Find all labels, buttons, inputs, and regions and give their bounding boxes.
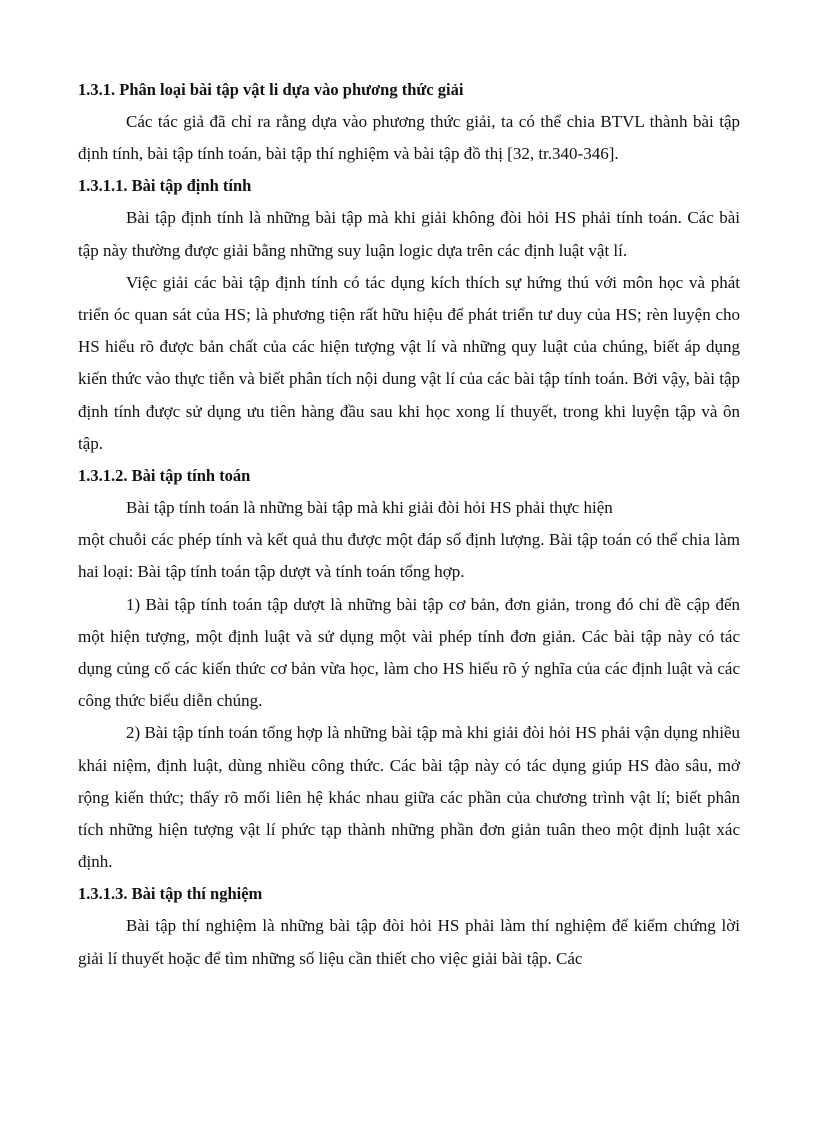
intro-paragraph: Các tác giả đã chỉ ra rằng dựa vào phương thức giải, ta có thể chia BTVL thành bài tập định tính, bài tập tính toán, bài tập thí nghiệm và bài tập đồ thị [32, tr.340-346]. — [78, 112, 740, 164]
qualitative-paragraph-1: Bài tập định tính là những bài tập mà khi giải không đòi hỏi HS phải tính toán. Các bài tập này thường được giải bằng những suy luận logic dựa trên các định luật vật lí. — [78, 208, 740, 260]
document-page — [78, 74, 740, 975]
calculation-item-2: 2) Bài tập tính toán tổng hợp là những bài tập mà khi giải đòi hỏi HS phải vận dụng nhiều khái niệm, định luật, dùng nhiều công thức. Các bài tập này có tác dụng giúp HS đào sâu, mở rộng kiến thức; thấy rõ mối liên hệ khác nhau giữa các phần của chương trình vật lí; biết phân tích những hiện tượng vật lí phức tạp thành những phần đơn giản tuân theo một định luật xác định. — [78, 723, 740, 872]
section-heading-1-3-1-3: 1.3.1.3. Bài tập thí nghiệm — [78, 884, 263, 904]
section-heading-1-3-1-2: 1.3.1.2. Bài tập tính toán — [78, 466, 251, 486]
calculation-item-1: 1) Bài tập tính toán tập dượt là những bài tập cơ bản, đơn giản, trong đó chỉ đề cập đến một hiện tượng, một định luật và sử dụng một vài phép tính đơn giản. Các bài tập này có tác dụng củng cố các kiến thức cơ bản vừa học, làm cho HS hiểu rõ ý nghĩa của các định luật và các công thức biểu diễn chúng. — [78, 594, 740, 711]
calculation-paragraph-rest: một chuỗi các phép tính và kết quả thu được một đáp số định lượng. Bài tập toán có thể chia làm hai loại: Bài tập tính toán tập dượt và tính toán tổng hợp. — [78, 530, 740, 582]
section-heading-1-3-1: 1.3.1. Phân loại bài tập vật li dựa vào phương thức giải — [78, 80, 464, 99]
qualitative-paragraph-2: Việc giải các bài tập định tính có tác dụng kích thích sự hứng thú với môn học và phát triển óc quan sát của HS; là phương tiện rất hữu hiệu để phát triển tư duy của HS; rèn luyện cho HS hiểu rõ được bản chất của các hiện tượng vật lí và những quy luật của chúng, biết áp dụng kiến thức vào thực tiễn và biết phân tích nội dung vật lí của các bài tập tính toán. Bởi vậy, bài tập định tính được sử dụng ưu tiên hàng đầu sau khi học xong lí thuyết, trong khi luyện tập và ôn tập. — [78, 272, 740, 453]
experiment-paragraph: Bài tập thí nghiệm là những bài tập đòi hỏi HS phải làm thí nghiệm để kiểm chứng lời giải lí thuyết hoặc để tìm những số liệu cần thiết cho việc giải bài tập. Các — [78, 916, 740, 968]
section-heading-1-3-1-1: 1.3.1.1. Bài tập định tính — [78, 176, 252, 196]
calculation-paragraph-line1: Bài tập tính toán là những bài tập mà khi giải đòi hỏi HS phải thực hiện — [126, 498, 613, 518]
